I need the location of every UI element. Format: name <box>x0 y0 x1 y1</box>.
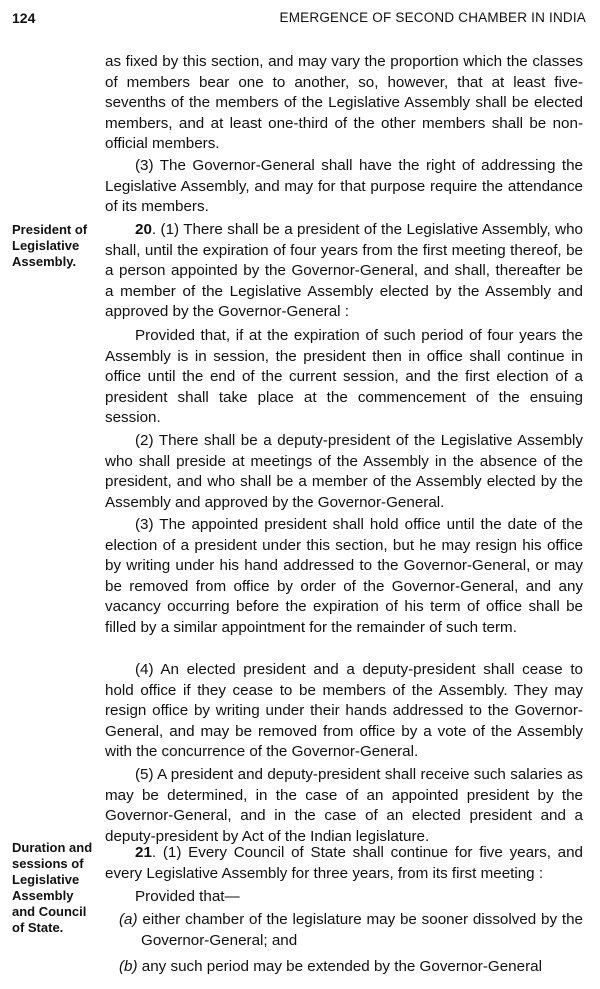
clause-list <box>105 957 583 978</box>
section-20 <box>105 220 583 323</box>
body-paragraph <box>105 52 583 155</box>
margin-note-line: President of <box>12 222 88 237</box>
margin-note-line: sessions of <box>12 856 84 871</box>
clause-list <box>105 910 583 951</box>
clause-b <box>105 957 583 978</box>
section-text: . (1) Every Council of State shall continue for five years, and every Legislative Assembly for three years, from its first meeting : <box>105 844 583 882</box>
section-21 <box>105 843 583 884</box>
paragraph-proviso: Provided that, if at the expiration of such period of four years the Assembly is in session, the president then in office shall continue in office until the end of the current session, and the first election of a president shall take place at the commencement of the ensuing session. <box>105 327 583 427</box>
paragraph-provided-that: Provided that— <box>135 888 240 905</box>
page-header <box>12 10 586 30</box>
clause-a <box>105 910 583 951</box>
clause-text: any such period may be extended by the Governor-General <box>137 958 542 975</box>
margin-note-line: Assembly. <box>12 254 77 269</box>
body-paragraph <box>105 765 583 847</box>
clause-text: either chamber of the legislature may be sooner dissolved by the Governor-General; and <box>137 911 583 949</box>
clause-label: (b) <box>119 958 138 975</box>
margin-note-line: Legislative <box>12 872 80 887</box>
body-paragraph <box>105 156 583 218</box>
paragraph-continuation: as fixed by this section, and may vary the proportion which the classes of members bear one to another, so, however, that at least five-sevenths of the members of the Legislative Assembly shall be elected members, and at least one-third of the other members shall be non-official members. <box>105 53 583 153</box>
section-text: . (1) There shall be a president of the Legislative Assembly, who shall, until the expiration of four years from the first meeting thereof, be a person appointed by the Governor-General, and shall, thereafter be a member of the Legislative Assembly elected by the Assembly and approved by the Governor-General : <box>105 221 583 321</box>
section-20-1 <box>105 220 583 323</box>
margin-note-line: of State. <box>12 920 64 935</box>
body-paragraph <box>105 326 583 429</box>
body-paragraph <box>105 431 583 513</box>
page-number: 124 <box>12 10 36 26</box>
clause-label: (a) <box>119 911 138 928</box>
section-21-1 <box>105 843 583 884</box>
paragraph-20-5: (5) A president and deputy-president shall receive such salaries as may be determined, in the case of an appointed president by the Governor-General, and in the case of an elected president and a deputy-president by Act of the Indian legislature. <box>105 766 583 845</box>
running-title: EMERGENCE OF SECOND CHAMBER IN INDIA <box>279 10 586 25</box>
margin-note-line: Assembly <box>12 888 74 903</box>
body-paragraph <box>105 660 583 763</box>
paragraph-19-3: (3) The Governor-General shall have the right of addressing the Legislative Assembly, and may for that purpose require the attendance of its members. <box>105 157 583 216</box>
margin-note-line: Legislative <box>12 238 80 253</box>
paragraph-20-3: (3) The appointed president shall hold office until the date of the election of a president under this section, but he may resign his office by writing under his hand addressed to the Governor-General, or may be removed from office by order of the Governor-General, and any vacancy occurring before the expiration of his term of office shall be filled by a similar appointment for the remainder of such term. <box>105 516 583 636</box>
margin-note-line: and Council <box>12 904 87 919</box>
section-number: 21 <box>135 844 152 861</box>
paragraph-20-2: (2) There shall be a deputy-president of the Legislative Assembly who shall preside at meetings of the Assembly in the absence of the president, and who shall be a member of the Assembly elected by the Assembly and approved by the Governor-General. <box>105 432 583 511</box>
section-number: 20 <box>135 221 152 238</box>
margin-note-duration <box>12 840 98 936</box>
paragraph-20-4: (4) An elected president and a deputy-president shall cease to hold office if they cease to be members of the Assembly. They may resign office by writing under their hands addressed to the Governor-General, and may be removed from office by a vote of the Assembly with the concurrence of the Governor-General. <box>105 661 583 761</box>
margin-note-president <box>12 222 98 270</box>
body-paragraph <box>105 887 583 908</box>
margin-note-line: Duration and <box>12 840 93 855</box>
body-paragraph <box>105 515 583 639</box>
